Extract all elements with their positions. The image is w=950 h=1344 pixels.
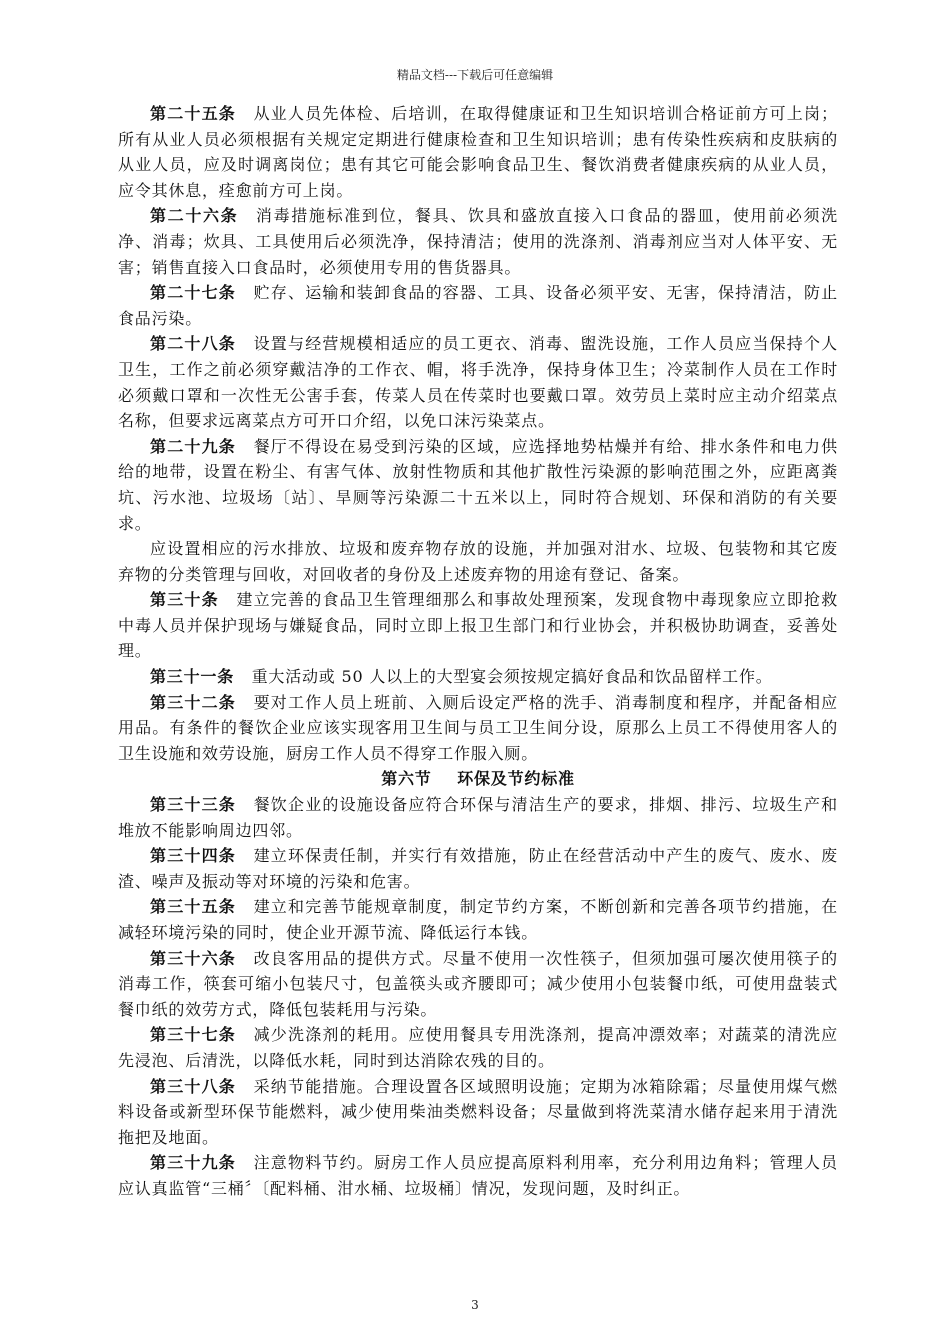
article-25 <box>118 101 838 203</box>
article-37 <box>118 1022 838 1073</box>
article-label: 第二十五条 <box>150 104 236 123</box>
article-29 <box>118 434 838 536</box>
article-label: 第三十四条 <box>150 846 236 866</box>
article-label: 第二十九条 <box>150 436 236 456</box>
article-text: 重大活动或 50 人以上的大型宴会须按规定搞好食品和饮品留样工作。 <box>251 667 773 687</box>
article-34 <box>118 843 838 894</box>
article-text: 建立完善的食品卫生管理细那么和事故处理预案，发现食物中毒现象应立即抢救中毒人员并保护现场与嫌疑食品，同时立即上报卫生部门和行业协会，并积极协助调查，妥善处理。 <box>118 590 838 661</box>
article-label: 第三十五条 <box>150 897 236 917</box>
article-text: 采纳节能措施。合理设置各区域照明设施；定期为冰箱除霜；尽量使用煤气燃料设备或新型环保节能燃料，减少使用柴油类燃料设备；尽量做到将洗菜清水储存起来用于清洗拖把及地面。 <box>118 1076 838 1147</box>
article-27 <box>118 280 838 331</box>
section-number: 第六节 <box>381 769 432 789</box>
article-35 <box>118 894 838 945</box>
article-label: 第三十九条 <box>150 1153 236 1173</box>
article-label: 第三十七条 <box>150 1025 236 1045</box>
article-text: 设置与经营规模相适应的员工更衣、消毒、盥洗设施，工作人员应当保持个人卫生，工作之前必须穿戴洁净的工作衣、帽，将手洗净，保持身体卫生；冷菜制作人员在工作时必须戴口罩和一次性无公害手套，传菜人员在传菜时也要戴口罩。效劳员上菜时应主动介绍菜点名称，但要求远离菜点方可开口介绍，以免口沫污染菜点。 <box>118 334 838 431</box>
document-body <box>118 101 838 1202</box>
article-31 <box>118 664 838 690</box>
article-text: 建立环保责任制，并实行有效措施，防止在经营活动中产生的废气、废水、废渣、噪声及振动等对环境的污染和危害。 <box>118 846 838 891</box>
article-text: 餐厅不得设在易受到污染的区域，应选择地势枯燥并有给、排水条件和电力供给的地带，设置在粉尘、有害气体、放射性物质和其他扩散性污染源的影响范围之外，应距离粪坑、污水池、垃圾场〔站〕、旱厕等污染源二十五米以上，同时符合规划、环保和消防的有关要求。 <box>118 436 838 533</box>
article-38 <box>118 1074 838 1151</box>
article-label: 第二十八条 <box>150 334 236 354</box>
article-text: 改良客用品的提供方式。尽量不使用一次性筷子，但须加强可屡次使用筷子的消毒工作，筷套可缩小包装尺寸，包盖筷头或齐腰即可；减少使用小包装餐巾纸，可使用盘装式餐巾纸的效劳方式，降低包装耗用与污染。 <box>118 948 838 1019</box>
page-header: 精品文档---下载后可任意编辑 <box>396 68 554 82</box>
article-text: 消毒措施标准到位，餐具、饮具和盛放直接入口食品的器皿，使用前必须洗净、消毒；炊具、工具使用后必须洗净，保持清洁；使用的洗涤剂、消毒剂应当对人体平安、无害；销售直接入口食品时，必须使用专用的售货器具。 <box>118 206 838 277</box>
page-number: 3 <box>471 1298 479 1312</box>
section-heading <box>118 766 838 792</box>
section-title: 环保及节约标准 <box>457 769 575 789</box>
article-label: 第三十条 <box>150 590 219 610</box>
article-label: 第三十六条 <box>150 948 236 968</box>
article-text: 减少洗涤剂的耗用。应使用餐具专用洗涤剂，提高冲漂效率；对蔬菜的清洗应先浸泡、后清洗，以降低水耗，同时到达消除农残的目的。 <box>118 1025 838 1070</box>
article-text: 从业人员先体检、后培训，在取得健康证和卫生知识培训合格证前方可上岗；所有从业人员必须根据有关规定定期进行健康检查和卫生知识培训；患有传染性疾病和皮肤病的从业人员，应及时调离岗位；患有其它可能会影响食品卫生、餐饮消费者健康疾病的从业人员，应令其休息，痊愈前方可上岗。 <box>118 104 838 200</box>
article-label: 第三十二条 <box>150 692 236 712</box>
article-36 <box>118 946 838 1023</box>
article-29-continued <box>118 536 838 587</box>
article-text: 注意物料节约。厨房工作人员应提高原料利用率，充分利用边角料；管理人员应认真监管“三桶〞〔配料桶、泔水桶、垃圾桶〕情况，发现问题，及时纠正。 <box>118 1153 838 1198</box>
article-text: 要对工作人员上班前、入厕后设定严格的洗手、消毒制度和程序，并配备相应用品。有条件的餐饮企业应该实现客用卫生间与员工卫生间分设，原那么上员工不得使用客人的卫生设施和效劳设施，厨房工作人员不得穿工作服入厕。 <box>118 692 838 763</box>
article-label: 第二十六条 <box>150 206 239 226</box>
article-label: 第三十一条 <box>150 667 235 687</box>
article-text: 建立和完善节能规章制度，制定节约方案，不断创新和完善各项节约措施，在减轻环境污染的同时，使企业开源节流、降低运行本钱。 <box>118 897 838 942</box>
article-28 <box>118 331 838 433</box>
article-label: 第三十八条 <box>150 1076 236 1096</box>
article-30 <box>118 587 838 664</box>
article-text: 餐饮企业的设施设备应符合环保与清洁生产的要求，排烟、排污、垃圾生产和堆放不能影响周边四邻。 <box>118 795 838 840</box>
paragraph-text: 应设置相应的污水排放、垃圾和废弃物存放的设施，并加强对泔水、垃圾、包装物和其它废弃物的分类管理与回收，对回收者的身份及上述废弃物的用途有登记、备案。 <box>118 539 838 584</box>
article-26 <box>118 203 838 280</box>
article-39 <box>118 1150 838 1201</box>
article-label: 第三十三条 <box>150 795 236 815</box>
article-label: 第二十七条 <box>150 283 236 303</box>
article-32 <box>118 690 838 767</box>
article-33 <box>118 792 838 843</box>
article-text: 贮存、运输和装卸食品的容器、工具、设备必须平安、无害，保持清洁，防止食品污染。 <box>118 283 838 328</box>
